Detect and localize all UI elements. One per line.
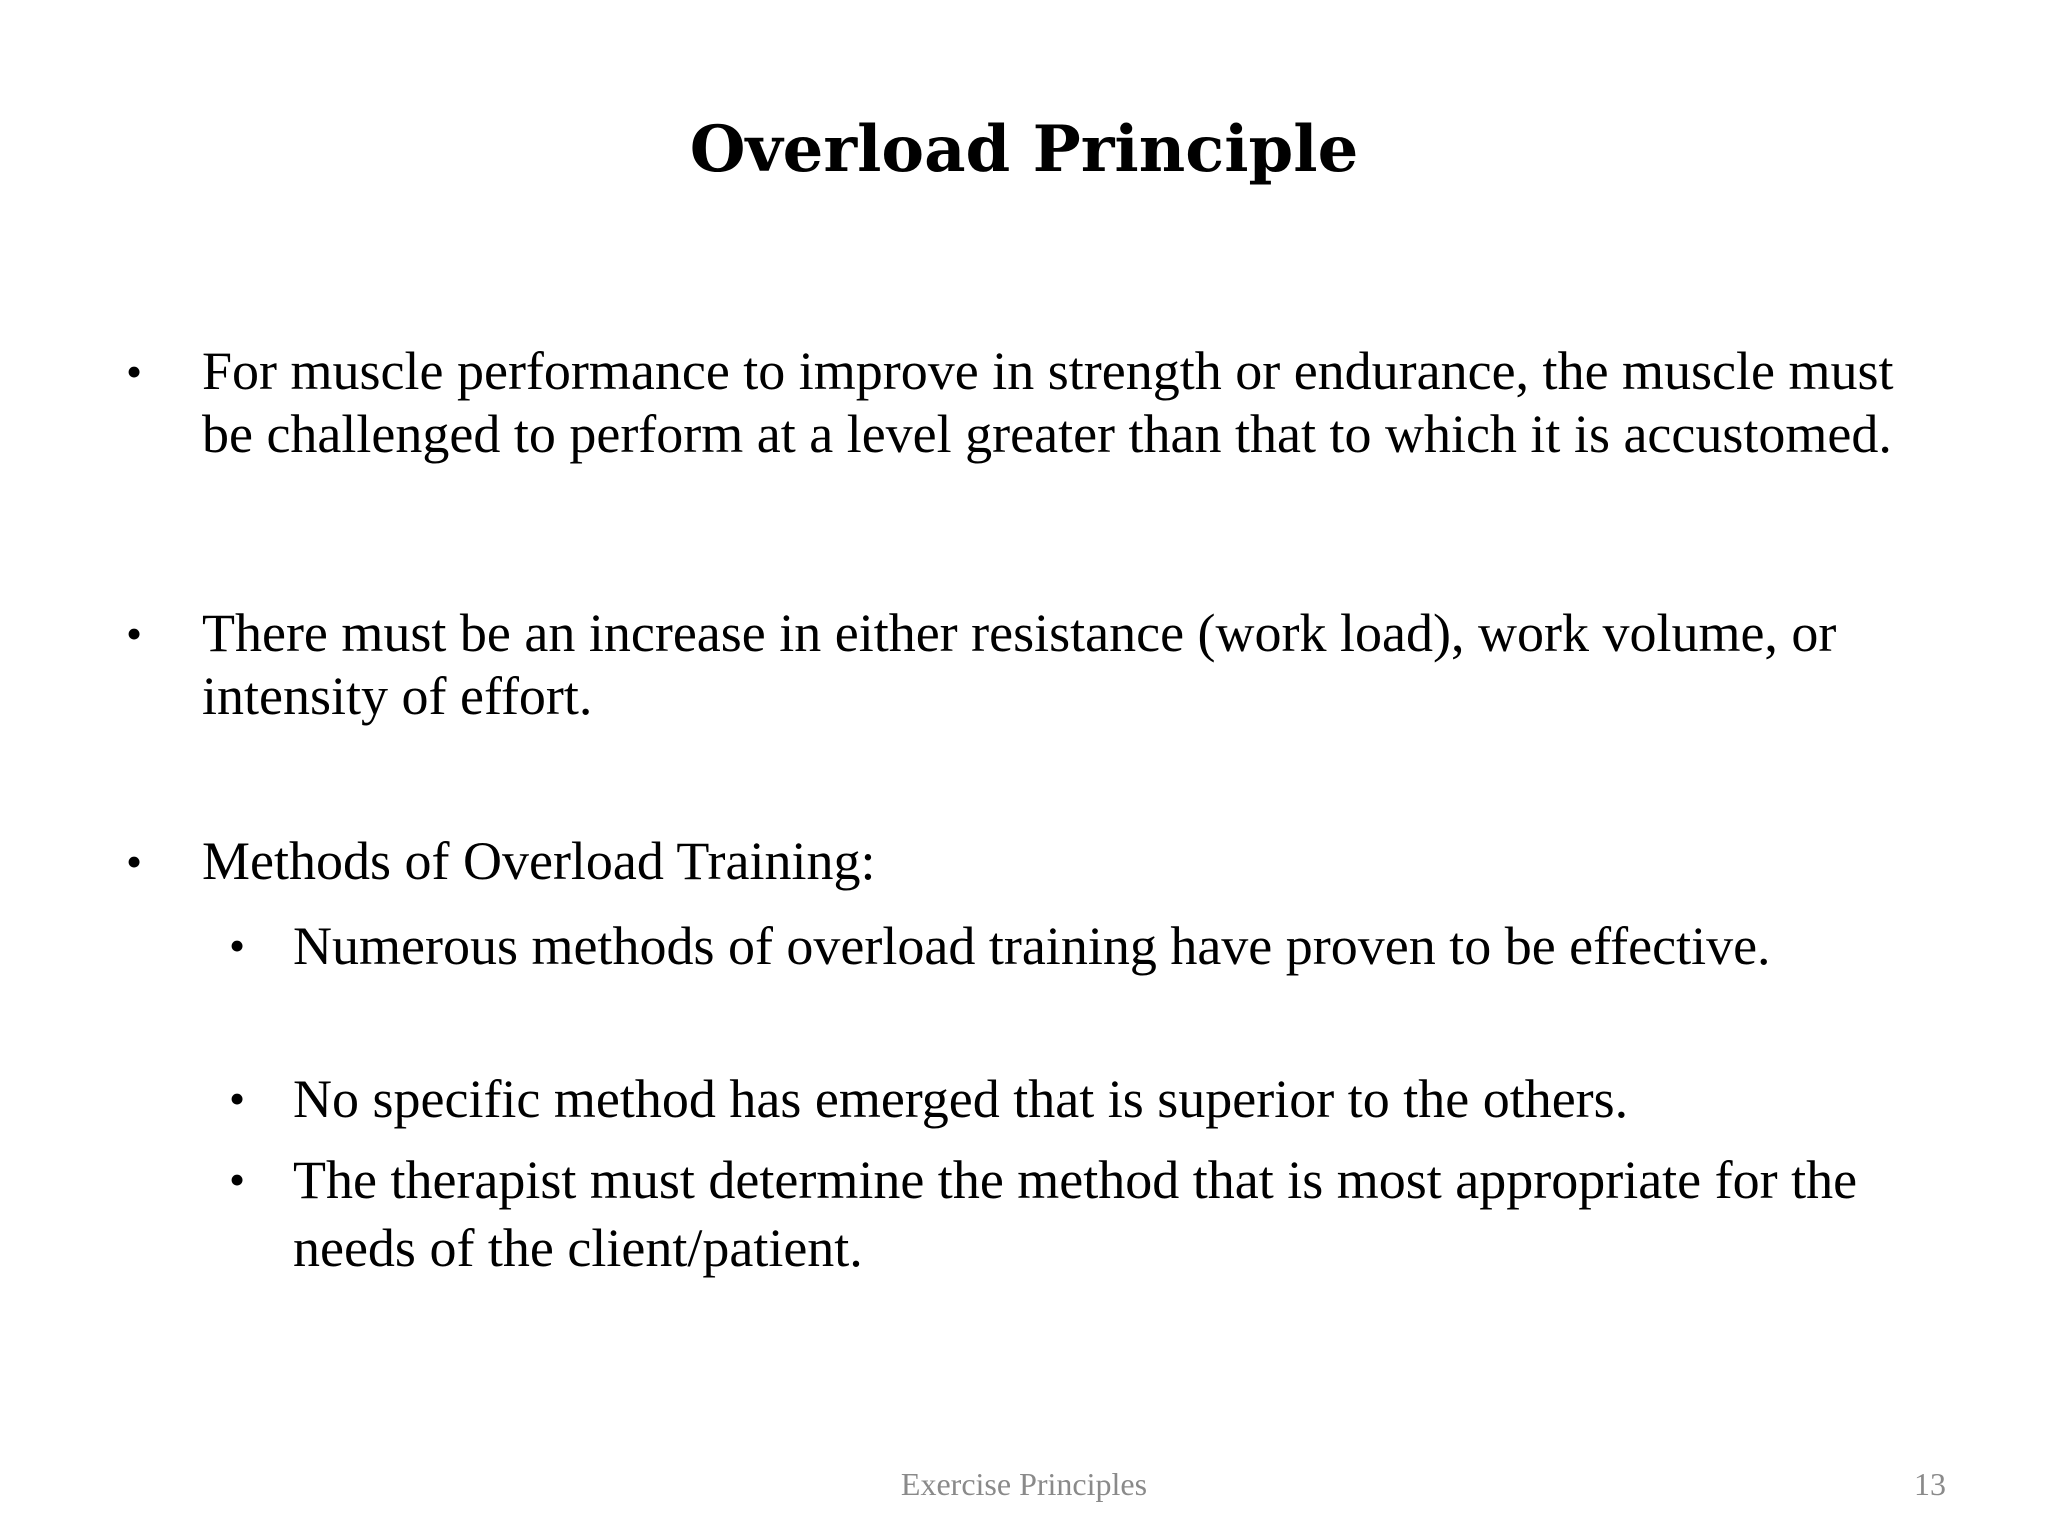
page-number: 13: [1914, 1466, 1946, 1502]
sub-bullet-dot: •: [229, 1073, 246, 1124]
sub-bullet-item: [229, 1065, 1993, 1133]
bullet-dot: •: [126, 608, 143, 659]
sub-bullet-text: Numerous methods of overload training have proven to be effective.: [293, 916, 1771, 976]
sub-bullet-dot: •: [229, 1154, 246, 1205]
bullet-dot: •: [126, 836, 143, 887]
sub-bullet-text: No specific method has emerged that is superior to the others.: [293, 1069, 1629, 1129]
sub-bullet-item: [229, 912, 1993, 980]
bullet-text: For muscle performance to improve in strength or endurance, the muscle must be challenged to perform at a level greater than that to which it is accustomed.: [202, 341, 1894, 464]
footer-label: Exercise Principles: [900, 1466, 1148, 1502]
bullet-item: [126, 602, 1942, 728]
sub-bullet-text: The therapist must determine the method that is most appropriate for the needs of the client/patient.: [293, 1150, 1858, 1278]
bullet-item: [126, 340, 1942, 466]
bullet-text: Methods of Overload Training:: [202, 831, 876, 891]
bullet-text: There must be an increase in either resistance (work load), work volume, or intensity of effort.: [202, 603, 1837, 726]
slide-title: Overload Principle: [689, 112, 1359, 187]
bullet-item: [126, 830, 1942, 893]
sub-bullet-item: [229, 1146, 1993, 1282]
sub-bullet-dot: •: [229, 920, 246, 971]
bullet-dot: •: [126, 346, 143, 397]
